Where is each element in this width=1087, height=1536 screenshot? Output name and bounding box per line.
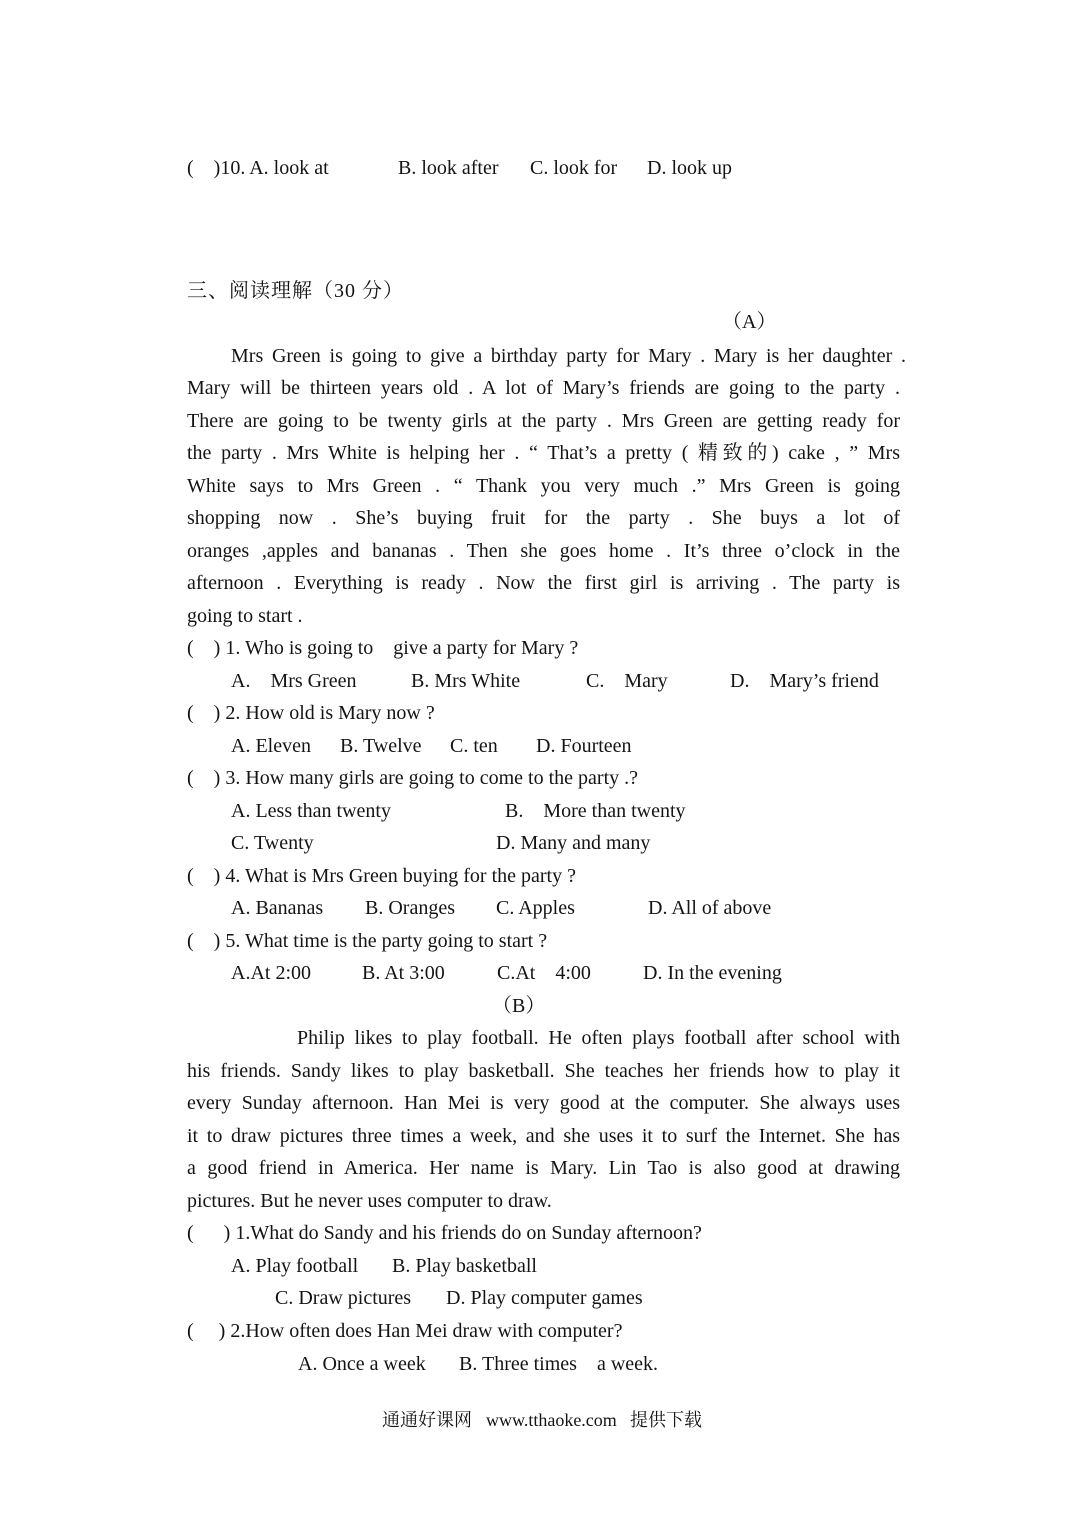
question-a4-option-c: C. Apples	[496, 897, 575, 919]
question-a2-stem: ( ) 2. How old is Mary now ?	[187, 702, 435, 724]
question-a4-option-b: B. Oranges	[365, 897, 455, 919]
footer-site-name: 通通好课网	[382, 1410, 472, 1430]
passage-b-line: every Sunday afternoon. Han Mei is very good at the computer. She always uses	[187, 1092, 900, 1114]
question-b1-option-c: C. Draw pictures	[275, 1287, 412, 1309]
question-a1-option-d: D. Mary’s friend	[730, 670, 879, 692]
passage-a-line: afternoon . Everything is ready . Now the first girl is arriving . The party is	[187, 572, 900, 594]
passage-a-label: （A）	[722, 311, 777, 333]
question-a3-stem: ( ) 3. How many girls are going to come to the party .?	[187, 767, 638, 789]
passage-a-line: There are going to be twenty girls at the party . Mrs Green are getting ready for	[187, 410, 900, 432]
question-a3-option-d: D. Many and many	[496, 832, 651, 854]
passage-b-line: a good friend in America. Her name is Mary. Lin Tao is also good at drawing	[187, 1157, 900, 1179]
passage-a-line: oranges ,apples and bananas . Then she goes home . It’s three o’clock in the	[187, 540, 900, 562]
passage-b-label: （B）	[492, 995, 546, 1017]
passage-b-line: it to draw pictures three times a week, and she uses it to surf the Internet. She has	[187, 1125, 900, 1147]
question-a2-option-c: C. ten	[450, 735, 498, 757]
question-a4-option-d: D. All of above	[648, 897, 772, 919]
question-a4-stem: ( ) 4. What is Mrs Green buying for the party ?	[187, 865, 576, 887]
passage-a-line: going to start .	[187, 605, 303, 627]
question-a4-option-a: A. Bananas	[231, 897, 324, 919]
passage-b-line: Philip likes to play football. He often plays football after school with	[297, 1027, 900, 1049]
q10-option-b: B. look after	[398, 157, 499, 179]
question-b2-option-b: B. Three times a week.	[459, 1353, 659, 1375]
q10-stem: ( )10. A. look at	[187, 157, 329, 179]
passage-a-line: shopping now . She’s buying fruit for the party . She buys a lot of	[187, 507, 900, 529]
question-a2-option-b: B. Twelve	[340, 735, 422, 757]
question-b2-option-a: A. Once a week	[298, 1353, 426, 1375]
question-a1-stem: ( ) 1. Who is going to give a party for Mary ?	[187, 637, 579, 659]
question-a1-option-a: A. Mrs Green	[231, 670, 357, 692]
passage-a-line: the party . Mrs White is helping her . “ That’s a pretty ( 精致的) cake , ” Mrs	[187, 442, 900, 464]
question-a1-option-c: C. Mary	[586, 670, 668, 692]
question-a2-option-d: D. Fourteen	[536, 735, 632, 757]
q10-option-d: D. look up	[647, 157, 732, 179]
passage-b-line: his friends. Sandy likes to play basketball. She teaches her friends how to play it	[187, 1060, 900, 1082]
section-heading: 三、阅读理解（30 分）	[187, 280, 404, 302]
question-b1-stem: ( ) 1.What do Sandy and his friends do on Sunday afternoon?	[187, 1222, 702, 1244]
question-b1-option-b: B. Play basketball	[392, 1255, 537, 1277]
question-a5-option-b: B. At 3:00	[362, 962, 445, 984]
question-b2-stem: ( ) 2.How often does Han Mei draw with computer?	[187, 1320, 623, 1342]
question-a3-option-c: C. Twenty	[231, 832, 314, 854]
footer-note: 提供下载	[630, 1410, 702, 1430]
question-b1-option-a: A. Play football	[231, 1255, 359, 1277]
question-a5-option-c: C.At 4:00	[497, 962, 591, 984]
passage-b-line: pictures. But he never uses computer to draw.	[187, 1190, 552, 1212]
question-a2-option-a: A. Eleven	[231, 735, 311, 757]
passage-a-line: Mary will be thirteen years old . A lot of Mary’s friends are going to the party .	[187, 377, 900, 399]
passage-a-line: White says to Mrs Green . “ Thank you very much .” Mrs Green is going	[187, 475, 900, 497]
footer-url: www.tthaoke.com	[486, 1410, 617, 1430]
question-a1-option-b: B. Mrs White	[411, 670, 521, 692]
question-a5-stem: ( ) 5. What time is the party going to start ?	[187, 930, 548, 952]
question-b1-option-d: D. Play computer games	[446, 1287, 643, 1309]
question-a5-option-a: A.At 2:00	[231, 962, 311, 984]
question-a3-option-a: A. Less than twenty	[231, 800, 391, 822]
question-a3-option-b: B. More than twenty	[505, 800, 686, 822]
q10-option-c: C. look for	[530, 157, 618, 179]
passage-a-line: Mrs Green is going to give a birthday party for Mary . Mary is her daughter .	[231, 345, 906, 367]
question-a5-option-d: D. In the evening	[643, 962, 782, 984]
